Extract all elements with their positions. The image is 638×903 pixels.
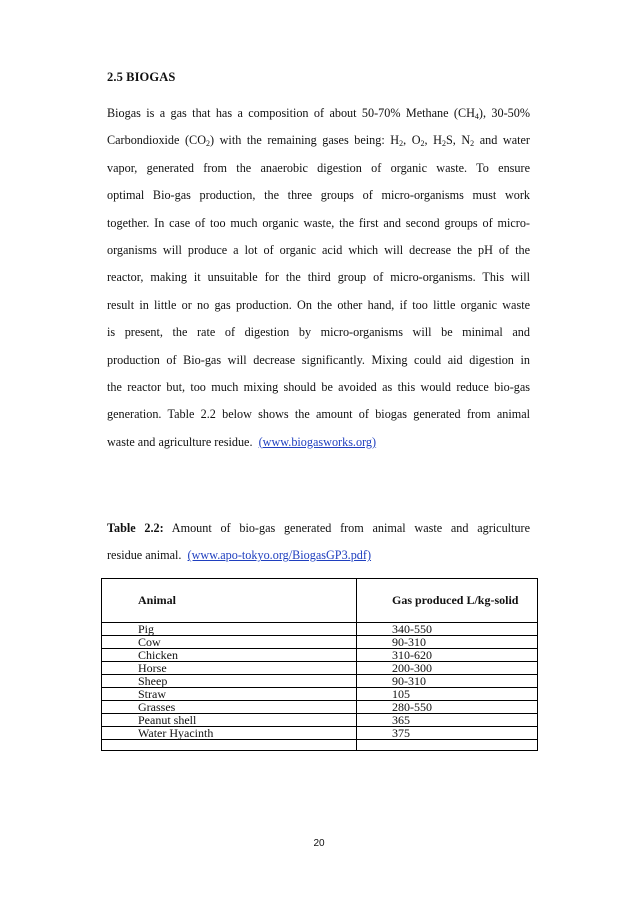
column-header-gas: Gas produced L/kg-solid [357, 579, 538, 623]
paragraph-line: generation. Table 2.2 below shows the amount of biogas generated from animal [107, 407, 530, 422]
paragraph-line: production of Bio-gas will decrease significantly. Mixing could aid digestion in [107, 352, 530, 367]
spacer-cell [357, 740, 538, 751]
cell-gas-produced: 365 [357, 714, 538, 727]
paragraph-line: vapor, generated from the anaerobic digestion of organic waste. To ensure [107, 160, 530, 175]
table-row [102, 623, 538, 636]
table-row [102, 714, 538, 727]
table-row [102, 636, 538, 649]
paragraph-line: Biogas is a gas that has a composition of about 50-70% Methane $(CH_4)$, 30-50% [107, 106, 530, 121]
caption-label: Table 2.2: [107, 521, 164, 535]
page-number: 20 [313, 838, 325, 849]
paragraph-line: optimal Bio-gas production, the three groups of micro-organisms must work [107, 188, 530, 203]
table-header-row [102, 579, 538, 623]
paragraph-line: the reactor but, too much mixing should be avoided as this would reduce bio-gas [107, 379, 530, 394]
cell-animal: Horse [102, 662, 357, 675]
biogas-table [101, 578, 538, 751]
caption-line: residue animal. (www.apo-tokyo.org/BiogasGP3.pdf) [107, 548, 372, 563]
cell-gas-produced: 200-300 [357, 662, 538, 675]
table-row [102, 675, 538, 688]
paragraph-line: reactor, making it unsuitable for the third group of micro-organisms. This will [107, 270, 530, 285]
cell-gas-produced: 375 [357, 727, 538, 740]
cell-gas-produced: 280-550 [357, 701, 538, 714]
body-paragraph [107, 100, 530, 456]
cell-gas-produced: 105 [357, 688, 538, 701]
paragraph-line: waste and agriculture residue. (www.biogasworks.org) [107, 434, 377, 449]
table-row [102, 688, 538, 701]
paragraph-line: together. In case of too much organic waste, the first and second groups of micro- [107, 215, 530, 230]
cell-gas-produced: 340-550 [357, 623, 538, 636]
cell-animal: Sheep [102, 675, 357, 688]
column-header-animal: Animal [102, 579, 357, 623]
table-row [102, 649, 538, 662]
table-body [102, 623, 538, 751]
table-row [102, 727, 538, 740]
cell-gas-produced: 90-310 [357, 636, 538, 649]
table-bottom-spacer [102, 740, 538, 751]
cell-animal: Grasses [102, 701, 357, 714]
cell-animal: Cow [102, 636, 357, 649]
spacer-cell [102, 740, 357, 751]
apo-tokyo-link[interactable]: (www.apo-tokyo.org/BiogasGP3.pdf) [187, 548, 372, 563]
table-caption [107, 515, 530, 570]
caption-line: Table 2.2: Amount of bio-gas generated from animal waste and agriculture [107, 521, 530, 535]
cell-gas-produced: 90-310 [357, 675, 538, 688]
table-row [102, 662, 538, 675]
paragraph-line: is present, the rate of digestion by micro-organisms will be minimal and [107, 325, 530, 340]
cell-animal: Chicken [102, 649, 357, 662]
cell-animal: Peanut shell [102, 714, 357, 727]
cell-animal: Straw [102, 688, 357, 701]
cell-gas-produced: 310-620 [357, 649, 538, 662]
paragraph-line: organisms will produce a lot of organic acid which will decrease the pH of the [107, 242, 530, 257]
section-heading: 2.5 BIOGAS [107, 70, 176, 84]
biogasworks-link[interactable]: (www.biogasworks.org) [258, 434, 377, 449]
paragraph-line: result in little or no gas production. On the other hand, if too little organic waste [107, 297, 530, 312]
cell-animal: Pig [102, 623, 357, 636]
table-row [102, 701, 538, 714]
cell-animal: Water Hyacinth [102, 727, 357, 740]
paragraph-line: Carbondioxide $(CO_2)$ with the remaining gases being: $H_2$, $O_2$, $H_2S$, $N_2$ and water [107, 133, 530, 149]
